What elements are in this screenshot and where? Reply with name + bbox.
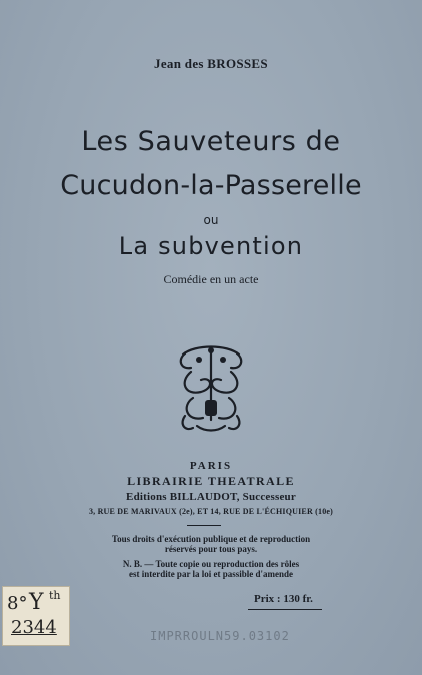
nb-line-2: est interdite par la loi et passible d'amende xyxy=(128,569,294,579)
price-underline xyxy=(248,609,322,610)
publisher-city: PARIS xyxy=(189,460,233,472)
title-line-2: Cucudon-la-Passerelle xyxy=(60,170,362,201)
author-name: Jean des BROSSES xyxy=(154,56,268,71)
call-number-superscript: th xyxy=(49,589,61,602)
publisher-name: LIBRAIRIE THEATRALE xyxy=(127,474,295,488)
call-number-digits: 2344 xyxy=(11,617,57,638)
publisher-editions: Editions BILLAUDOT, Successeur xyxy=(126,491,296,503)
subtitle: La subvention xyxy=(118,232,304,260)
nb-notice xyxy=(0,559,422,579)
call-number-prefix: 8° xyxy=(7,593,28,614)
call-number-letter: Y xyxy=(29,590,44,615)
genre-label: Comédie en un acte xyxy=(163,272,259,286)
divider xyxy=(187,525,221,526)
library-call-number-stamp xyxy=(2,586,70,646)
rights-line-1: Tous droits d'exécution publique et de reproduction xyxy=(111,534,311,544)
publisher-monogram-icon xyxy=(171,342,251,434)
price-label: Prix : 130 fr. xyxy=(254,593,313,605)
title-line-1: Les Sauveteurs de xyxy=(81,126,341,157)
title-conjunction: ou xyxy=(203,213,219,227)
nb-line-1: N. B. — Toute copie ou reproduction des rôles xyxy=(122,559,300,569)
publisher-address: 3, RUE DE MARIVAUX (2e), ET 14, RUE DE L'ÉCHIQUIER (10e) xyxy=(88,507,334,516)
rights-notice xyxy=(0,534,422,554)
imprint-stamp: IMPRROULN59.03102 xyxy=(150,629,290,643)
rights-line-2: réservés pour tous pays. xyxy=(164,544,258,554)
